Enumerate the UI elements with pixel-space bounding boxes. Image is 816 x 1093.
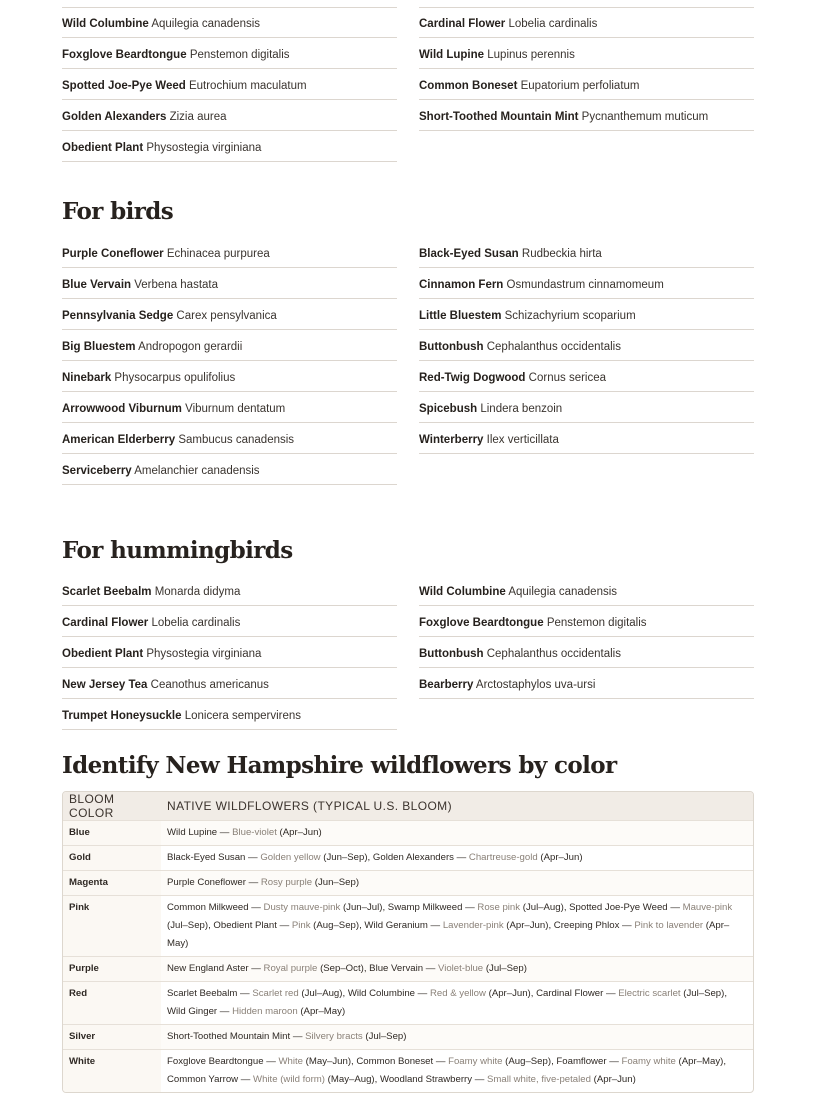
section-heading-birds: For birds	[62, 198, 174, 225]
wildflowers-cell: Purple Coneflower — Rosy purple (Jun–Sep)	[161, 870, 753, 895]
plant-latin-name: Verbena hastata	[134, 279, 219, 291]
flower-bloom-period: Aug–Sep	[316, 920, 356, 931]
flower-bloom-period: Jul–Sep	[489, 963, 524, 974]
plant-list-right	[419, 576, 754, 730]
flower-color-description: Royal purple	[263, 963, 318, 974]
flower-color-description: Small white, five-petaled	[486, 1074, 591, 1085]
plant-list-right	[419, 238, 754, 485]
flower-color-description: Chartreuse-gold	[468, 852, 538, 863]
table-row	[63, 820, 753, 845]
table-row	[63, 870, 753, 895]
flower-name: Woodland Strawberry	[379, 1074, 473, 1085]
flower-name: Foxglove Beardtongue	[167, 1056, 264, 1067]
plant-common-name: Short-Toothed Mountain Mint	[419, 111, 579, 123]
plant-latin-name: Lobelia cardinalis	[508, 18, 598, 30]
table-row	[63, 1024, 753, 1049]
plant-common-name: Arrowwood Viburnum	[62, 403, 182, 415]
top-plant-grid	[62, 8, 754, 162]
section-heading-hummingbirds: For hummingbirds	[62, 537, 293, 564]
plant-latin-name: Aquilegia canadensis	[508, 586, 618, 598]
flower-color-description: Mauve-pink	[682, 902, 733, 913]
wildflowers-cell: Common Milkweed — Dusty mauve-pink (Jun–Jul), Swamp Milkweed — Rose pink (Jul–Aug), Spotted Joe-Pye Weed — Mauve-pink (Jul–Sep), Obedient Plant — Pink (Aug–Sep), Wild Geranium — Lavender-pink (Apr–Jun), Creeping Phlox — Pink to lavender (Apr–May)	[161, 895, 753, 956]
plant-list-item	[419, 268, 754, 299]
flower-color-description: White	[278, 1056, 304, 1067]
flower-color-description: Blue-violet	[232, 827, 277, 838]
plant-list-item	[419, 38, 754, 69]
flower-name: Common Milkweed	[167, 902, 249, 913]
plant-list-item	[62, 361, 397, 392]
flower-name: Wild Lupine	[167, 827, 218, 838]
flower-name: Obedient Plant	[213, 920, 277, 931]
bloom-color-cell: Magenta	[63, 870, 161, 895]
flower-name: Short-Toothed Mountain Mint	[167, 1031, 291, 1042]
flower-bloom-period: Apr–May	[167, 920, 730, 949]
plant-list-item	[419, 330, 754, 361]
bloom-color-cell: Pink	[63, 895, 161, 956]
plant-list-item	[419, 361, 754, 392]
plant-common-name: Obedient Plant	[62, 648, 144, 660]
flower-name: Purple Coneflower	[167, 877, 246, 888]
flower-color-description: Rose pink	[477, 902, 521, 913]
plant-common-name: Red-Twig Dogwood	[419, 372, 526, 384]
flower-name: Common Yarrow	[167, 1074, 239, 1085]
flower-color-description: Rosy purple	[260, 877, 313, 888]
flower-name: Blue Vervain	[369, 963, 424, 974]
plant-latin-name: Physocarpus opulifolius	[114, 372, 236, 384]
plant-list-left	[62, 8, 397, 162]
plant-list-item	[62, 576, 397, 606]
plant-list-item	[419, 100, 754, 131]
flower-name: Foamflower	[556, 1056, 607, 1067]
plant-common-name: American Elderberry	[62, 434, 176, 446]
plant-common-name: Common Boneset	[419, 80, 518, 92]
plant-common-name: Winterberry	[419, 434, 484, 446]
plant-list-item	[62, 131, 397, 162]
plant-latin-name: Zizia aurea	[169, 111, 227, 123]
flower-color-description: Violet-blue	[437, 963, 484, 974]
plant-common-name: Bearberry	[419, 679, 474, 691]
section-heading-color: Identify New Hampshire wildflowers by color	[62, 752, 617, 779]
plant-latin-name: Ceanothus americanus	[150, 679, 269, 691]
table-row	[63, 1049, 753, 1092]
plant-common-name: Serviceberry	[62, 465, 132, 477]
table-row	[63, 845, 753, 870]
plant-latin-name: Aquilegia canadensis	[151, 18, 261, 30]
plant-common-name: Cinnamon Fern	[419, 279, 504, 291]
plant-list-item	[62, 299, 397, 330]
plant-latin-name: Ilex verticillata	[486, 434, 559, 446]
plant-latin-name: Viburnum dentatum	[185, 403, 286, 415]
plant-list-item	[419, 69, 754, 100]
plant-latin-name: Eutrochium maculatum	[188, 80, 307, 92]
plant-common-name: Big Bluestem	[62, 341, 136, 353]
flower-color-description: Electric scarlet	[618, 988, 681, 999]
plant-list-item	[419, 392, 754, 423]
plant-list-item	[62, 423, 397, 454]
plant-list-item	[419, 668, 754, 699]
plant-latin-name: Pycnanthemum muticum	[581, 111, 709, 123]
plant-list-item	[419, 637, 754, 668]
plant-list-item	[419, 8, 754, 38]
plant-common-name: Obedient Plant	[62, 142, 144, 154]
flower-bloom-period: Jul–Sep	[368, 1031, 404, 1042]
wildflowers-cell: Short-Toothed Mountain Mint — Silvery bracts (Jul–Sep)	[161, 1024, 753, 1049]
flower-bloom-period: Apr–Jun	[543, 852, 580, 863]
flower-color-description: Red & yellow	[429, 988, 486, 999]
plant-common-name: Ninebark	[62, 372, 112, 384]
plant-common-name: Spicebush	[419, 403, 478, 415]
flower-name: Wild Columbine	[347, 988, 415, 999]
table-header-row	[63, 792, 753, 820]
flower-name: Golden Alexanders	[372, 852, 454, 863]
flower-color-description: Hidden maroon	[232, 1006, 298, 1017]
plant-common-name: Buttonbush	[419, 648, 484, 660]
top-divider	[62, 0, 754, 8]
bloom-color-cell: Blue	[63, 820, 161, 845]
flower-color-description: Dusty mauve-pink	[263, 902, 341, 913]
hummingbirds-plant-grid	[62, 576, 754, 730]
flower-bloom-period: Jun–Sep	[326, 852, 365, 863]
flower-bloom-period: Apr–Jun	[509, 920, 546, 931]
plant-latin-name: Amelanchier canadensis	[134, 465, 260, 477]
flower-bloom-period: Apr–Jun	[282, 827, 319, 838]
birds-plant-grid	[62, 238, 754, 485]
plant-latin-name: Penstemon digitalis	[546, 617, 647, 629]
plant-latin-name: Cornus sericea	[528, 372, 607, 384]
flower-name: Spotted Joe-Pye Weed	[569, 902, 668, 913]
flower-name: Common Boneset	[356, 1056, 434, 1067]
plant-latin-name: Physostegia virginiana	[146, 648, 262, 660]
column-header-wildflowers: NATIVE WILDFLOWERS (TYPICAL U.S. BLOOM)	[161, 792, 753, 820]
plant-common-name: Black-Eyed Susan	[419, 248, 519, 260]
plant-list-item	[62, 238, 397, 268]
flower-bloom-period: Jul–Sep	[170, 920, 205, 931]
plant-latin-name: Carex pensylvanica	[176, 310, 277, 322]
plant-latin-name: Cephalanthus occidentalis	[486, 341, 621, 353]
plant-latin-name: Monarda didyma	[154, 586, 241, 598]
plant-latin-name: Andropogon gerardii	[138, 341, 243, 353]
plant-latin-name: Schizachyrium scoparium	[504, 310, 636, 322]
plant-latin-name: Penstemon digitalis	[189, 49, 290, 61]
plant-latin-name: Eupatorium perfoliatum	[520, 80, 640, 92]
flower-bloom-period: May–Aug	[330, 1074, 372, 1085]
plant-list-item	[62, 268, 397, 299]
flower-color-description: Lavender-pink	[442, 920, 504, 931]
plant-list-item	[62, 454, 397, 485]
flower-bloom-period: Apr–May	[681, 1056, 721, 1067]
plant-common-name: Golden Alexanders	[62, 111, 167, 123]
plant-common-name: Wild Columbine	[62, 18, 149, 30]
flower-color-description: Pink to lavender	[634, 920, 704, 931]
plant-list-item	[62, 69, 397, 100]
flower-color-description: Foamy white	[621, 1056, 676, 1067]
flower-bloom-period: Jul–Aug	[525, 902, 561, 913]
plant-common-name: Wild Lupine	[419, 49, 485, 61]
wildflowers-cell: Foxglove Beardtongue — White (May–Jun), Common Boneset — Foamy white (Aug–Sep), Foamflower — Foamy white (Apr–May), Common Yarrow — White (wild form) (May–Aug), Woodland Strawberry — Small white, five-petaled (Apr–Jun)	[161, 1049, 753, 1092]
plant-list-item	[419, 606, 754, 637]
flower-bloom-period: Jul–Sep	[686, 988, 722, 999]
bloom-color-cell: Red	[63, 981, 161, 1024]
bloom-color-cell: Silver	[63, 1024, 161, 1049]
plant-common-name: Purple Coneflower	[62, 248, 164, 260]
plant-list-item	[419, 238, 754, 268]
plant-list-item	[62, 668, 397, 699]
plant-list-item	[62, 38, 397, 69]
plant-list-item	[419, 299, 754, 330]
plant-latin-name: Lindera benzoin	[480, 403, 563, 415]
flower-color-description: Scarlet red	[252, 988, 299, 999]
flower-color-description: Pink	[291, 920, 311, 931]
wildflowers-cell: Scarlet Beebalm — Scarlet red (Jul–Aug), Wild Columbine — Red & yellow (Apr–Jun), Cardinal Flower — Electric scarlet (Jul–Sep), Wild Ginger — Hidden maroon (Apr–May)	[161, 981, 753, 1024]
plant-list-item	[419, 423, 754, 454]
wildflowers-cell: Black-Eyed Susan — Golden yellow (Jun–Sep), Golden Alexanders — Chartreuse-gold (Apr–Jun)	[161, 845, 753, 870]
plant-latin-name: Sambucus canadensis	[178, 434, 295, 446]
plant-common-name: Blue Vervain	[62, 279, 132, 291]
plant-list-item	[62, 637, 397, 668]
flower-bloom-period: Apr–Jun	[491, 988, 528, 999]
plant-common-name: Little Bluestem	[419, 310, 502, 322]
plant-common-name: Cardinal Flower	[419, 18, 506, 30]
flower-name: Wild Geranium	[364, 920, 428, 931]
flower-bloom-period: Sep–Oct	[323, 963, 361, 974]
table-row	[63, 895, 753, 956]
plant-latin-name: Echinacea purpurea	[166, 248, 270, 260]
wildflowers-cell: New England Aster — Royal purple (Sep–Oct), Blue Vervain — Violet-blue (Jul–Sep)	[161, 956, 753, 981]
plant-common-name: Wild Columbine	[419, 586, 506, 598]
flower-bloom-period: Jul–Aug	[304, 988, 340, 999]
flower-bloom-period: Jun–Jul	[346, 902, 380, 913]
flower-name: Creeping Phlox	[553, 920, 620, 931]
flower-bloom-period: May–Jun	[308, 1056, 348, 1067]
flower-name: Cardinal Flower	[536, 988, 604, 999]
plant-common-name: Trumpet Honeysuckle	[62, 710, 182, 722]
plant-list-item	[62, 8, 397, 38]
flower-name: Wild Ginger	[167, 1006, 218, 1017]
bloom-color-cell: Purple	[63, 956, 161, 981]
wildflowers-cell: Wild Lupine — Blue-violet (Apr–Jun)	[161, 820, 753, 845]
plant-list-left	[62, 238, 397, 485]
plant-common-name: Foxglove Beardtongue	[62, 49, 187, 61]
plant-common-name: New Jersey Tea	[62, 679, 148, 691]
color-table	[62, 791, 754, 1093]
flower-bloom-period: Aug–Sep	[508, 1056, 548, 1067]
bloom-color-cell: Gold	[63, 845, 161, 870]
color-table-body	[63, 820, 753, 1092]
bloom-color-cell: White	[63, 1049, 161, 1092]
flower-name: Black-Eyed Susan	[167, 852, 246, 863]
plant-latin-name: Lonicera sempervirens	[184, 710, 302, 722]
table-row	[63, 981, 753, 1024]
flower-bloom-period: Apr–May	[303, 1006, 342, 1017]
plant-list-item	[62, 330, 397, 361]
column-header-bloom-color: BLOOM COLOR	[63, 792, 161, 820]
flower-name: New England Aster	[167, 963, 249, 974]
plant-common-name: Scarlet Beebalm	[62, 586, 152, 598]
plant-latin-name: Osmundastrum cinnamomeum	[506, 279, 664, 291]
plant-latin-name: Physostegia virginiana	[146, 142, 262, 154]
plant-common-name: Pennsylvania Sedge	[62, 310, 174, 322]
plant-list-item	[62, 392, 397, 423]
flower-color-description: Golden yellow	[260, 852, 321, 863]
plant-common-name: Foxglove Beardtongue	[419, 617, 544, 629]
plant-list-item	[62, 606, 397, 637]
plant-list-item	[419, 576, 754, 606]
page-content	[62, 0, 754, 1093]
plant-list-left	[62, 576, 397, 730]
flower-color-description: Silvery bracts	[305, 1031, 363, 1042]
plant-list-item	[62, 100, 397, 131]
plant-common-name: Spotted Joe-Pye Weed	[62, 80, 186, 92]
flower-name: Scarlet Beebalm	[167, 988, 238, 999]
flower-color-description: White (wild form)	[253, 1074, 325, 1085]
plant-list-right	[419, 8, 754, 162]
flower-bloom-period: Jun–Sep	[317, 877, 356, 888]
plant-list-item	[62, 699, 397, 730]
table-row	[63, 956, 753, 981]
flower-bloom-period: Apr–Jun	[596, 1074, 633, 1085]
plant-latin-name: Rudbeckia hirta	[521, 248, 602, 260]
plant-latin-name: Arctostaphylos uva-ursi	[475, 679, 596, 691]
plant-latin-name: Lobelia cardinalis	[151, 617, 241, 629]
flower-name: Swamp Milkweed	[387, 902, 463, 913]
plant-latin-name: Lupinus perennis	[487, 49, 575, 61]
flower-color-description: Foamy white	[448, 1056, 503, 1067]
plant-common-name: Buttonbush	[419, 341, 484, 353]
plant-common-name: Cardinal Flower	[62, 617, 149, 629]
plant-latin-name: Cephalanthus occidentalis	[486, 648, 621, 660]
